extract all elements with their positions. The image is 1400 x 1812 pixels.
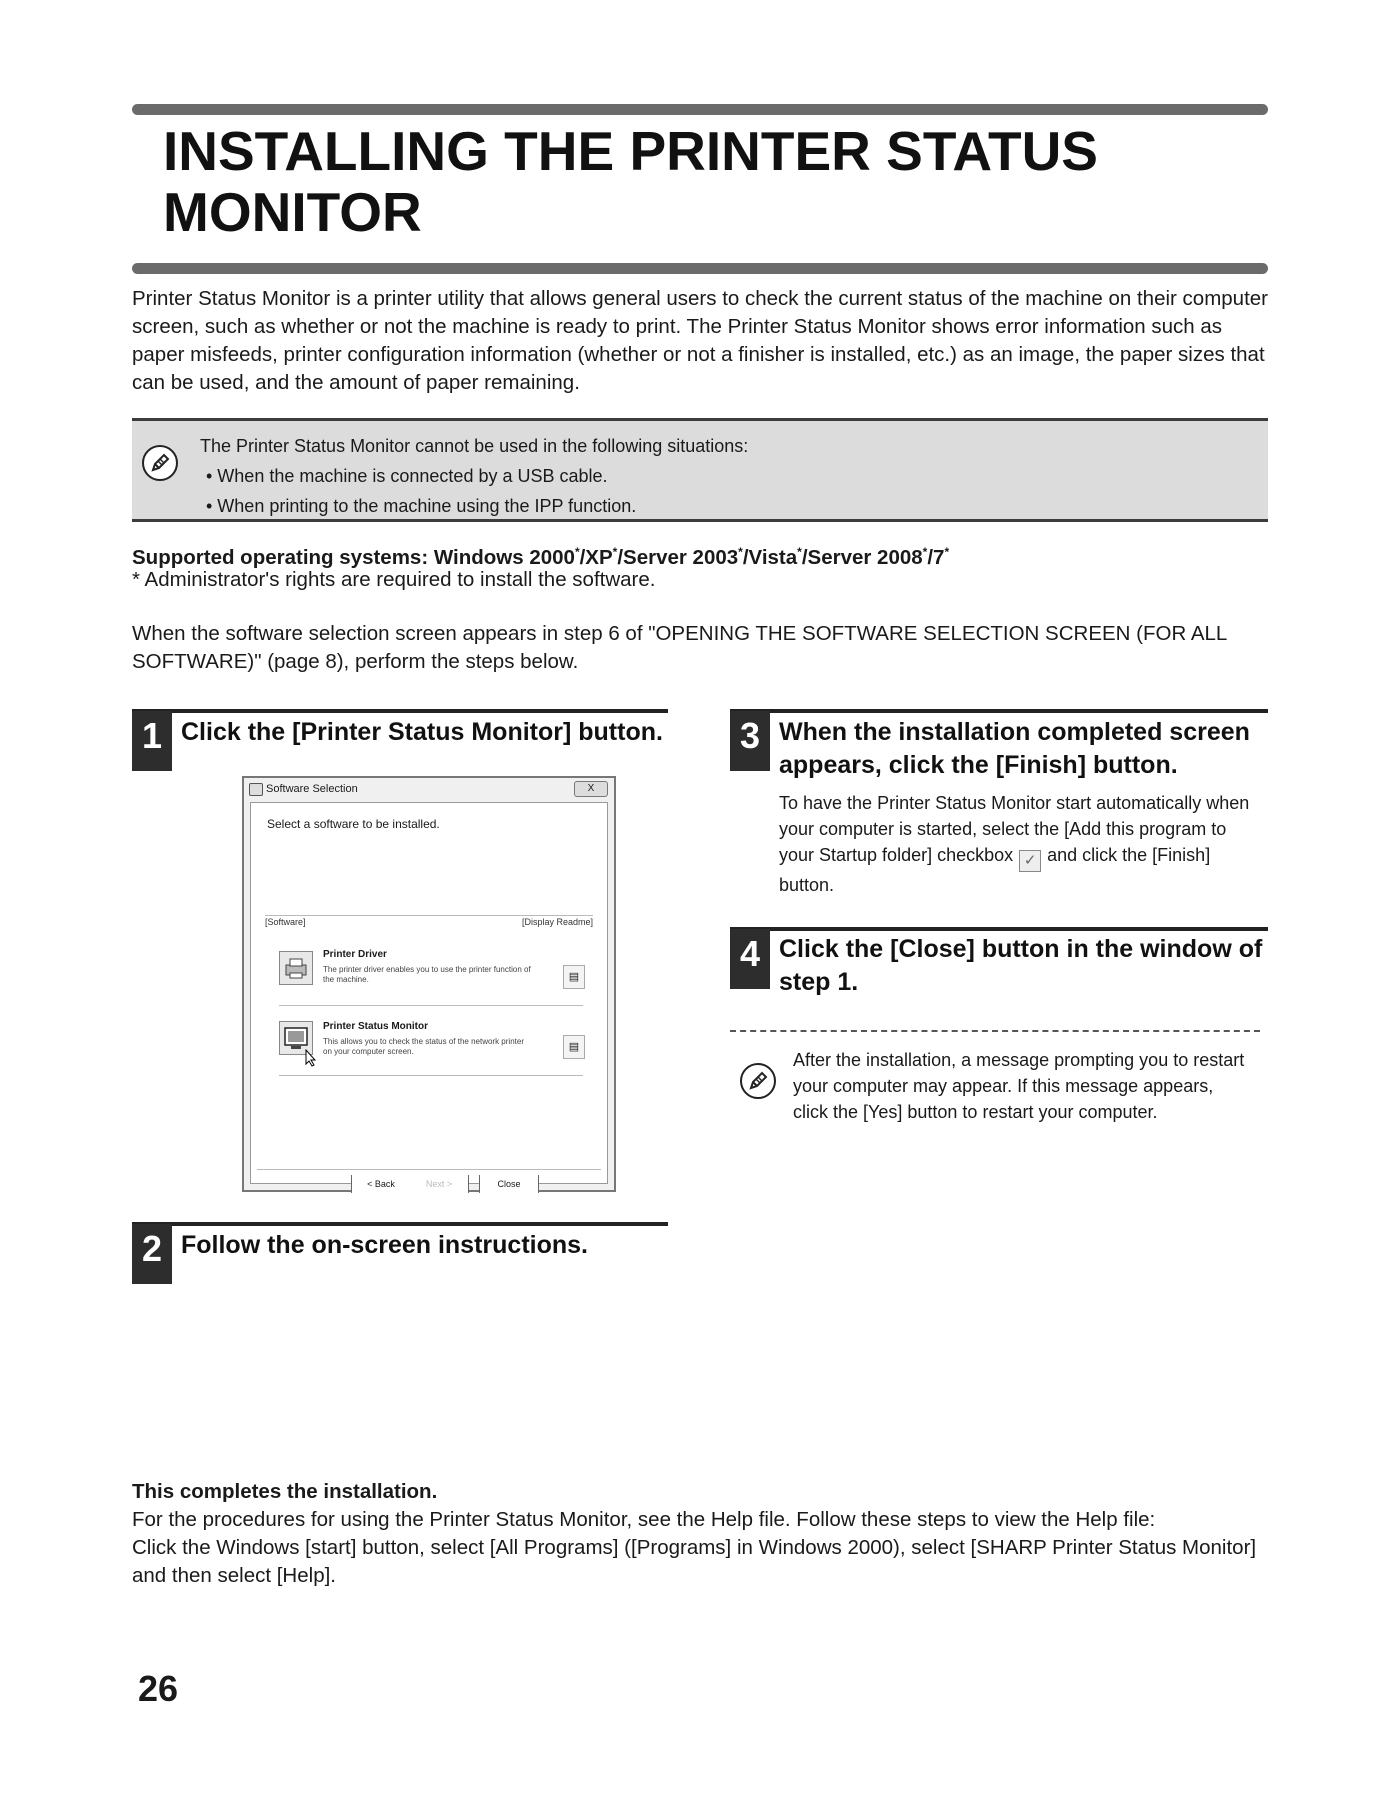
dialog-close-btn[interactable]: Close <box>479 1175 539 1193</box>
step-1-title: Click the [Printer Status Monitor] button. <box>181 718 663 746</box>
dialog-footer-divider <box>257 1169 601 1170</box>
dialog-app-icon <box>249 783 263 796</box>
title-bottom-rule <box>132 263 1268 274</box>
dashed-divider <box>730 1030 1260 1032</box>
os-xp: /XP <box>579 545 613 569</box>
step-3-body <box>779 790 1259 898</box>
note-item: • When printing to the machine using the IPP function. <box>206 496 637 516</box>
dialog-item-divider <box>279 1075 583 1076</box>
help-instructions <box>132 1506 1272 1590</box>
page-title: INSTALLING THE PRINTER STATUS MONITOR <box>163 120 1098 243</box>
help-line: For the procedures for using the Printer Status Monitor, see the Help file. Follow these steps to view the Help file: <box>132 1508 1156 1531</box>
printer-driver-readme-icon[interactable]: ▤ <box>563 965 585 989</box>
mouse-cursor-icon <box>305 1049 317 1072</box>
dialog-close-button[interactable]: X <box>574 781 608 797</box>
dialog-heading: Select a software to be installed. <box>267 817 440 831</box>
dialog-back-button[interactable]: < Back <box>351 1175 411 1193</box>
checkbox-checked-icon: ✓ <box>1019 850 1041 872</box>
note-item: • When the machine is connected by a USB cable. <box>206 466 608 486</box>
step-3-body-text-end: and click the [Finish] button. <box>779 845 1211 895</box>
dialog-item-divider <box>279 1005 583 1006</box>
note-text <box>200 431 748 521</box>
pencil-note-icon <box>142 445 178 481</box>
step-4-title: Click the [Close] button in the window of step 1. <box>779 935 1263 996</box>
step-1-rule <box>132 709 668 713</box>
printer-driver-title[interactable]: Printer Driver <box>323 949 387 960</box>
note-box <box>132 418 1268 522</box>
step-3-rule <box>730 709 1268 713</box>
footnote-mark: * <box>944 545 950 559</box>
printer-status-monitor-desc: This allows you to check the status of the network printer on your computer screen. <box>323 1037 524 1056</box>
admin-footnote: * Administrator's rights are required to install the software. <box>132 568 656 591</box>
pencil-note-icon <box>740 1063 776 1099</box>
title-top-rule <box>132 104 1268 115</box>
step-3-number: 3 <box>730 711 770 771</box>
footnote-mark: * <box>574 545 580 559</box>
note-heading: The Printer Status Monitor cannot be used in the following situations: <box>200 436 749 456</box>
intro-paragraph: Printer Status Monitor is a printer utility that allows general users to check the current status of the machine on their computer screen, such as whether or not the machine is ready to print. The Printer Status Monitor shows error information such as paper misfeeds, printer configuration information (whether or not a finisher is installed, etc.) as an image, the paper sizes that can be used, and the amount of paper remaining. <box>132 287 1269 394</box>
step-4-number: 4 <box>730 929 770 989</box>
os-vista: /Vista <box>742 545 798 569</box>
printer-status-monitor-readme-icon[interactable]: ▤ <box>563 1035 585 1059</box>
step-2-title: Follow the on-screen instructions. <box>181 1231 588 1259</box>
supported-os-label: Supported operating systems: Windows 2000 <box>132 545 575 569</box>
completion-heading: This completes the installation. <box>132 1480 438 1503</box>
restart-note: After the installation, a message prompting you to restart your computer may appear. If this message appears, click the [Yes] button to restart your computer. <box>793 1050 1245 1122</box>
help-line: Click the Windows [start] button, select [All Programs] ([Programs] in Windows 2000), select [SHARP Printer Status Monitor] and then select [Help]. <box>132 1536 1257 1587</box>
footnote-mark: * <box>738 545 743 559</box>
footnote-mark: * <box>922 545 928 559</box>
footnote-mark: * <box>797 545 802 559</box>
step-4-rule <box>730 927 1268 931</box>
os-server-2008: /Server 2008 <box>801 545 923 569</box>
step-1-number: 1 <box>132 711 172 771</box>
step-2-number: 2 <box>132 1224 172 1284</box>
step-3-title: When the installation completed screen appears, click the [Finish] button. <box>779 718 1250 779</box>
dialog-divider <box>265 915 593 916</box>
printer-driver-icon[interactable] <box>279 951 313 985</box>
step-2-rule <box>132 1222 668 1226</box>
step-3-body-text: To have the Printer Status Monitor start automatically when your computer is started, select the [Add this program to your Startup folder] checkbox <box>779 793 1250 865</box>
printer-status-monitor-title[interactable]: Printer Status Monitor <box>323 1021 429 1032</box>
dialog-title: Software Selection <box>266 783 358 795</box>
footnote-mark: * <box>612 545 618 559</box>
os-server-2003: /Server 2003 <box>617 545 739 569</box>
dialog-next-button[interactable]: Next > <box>410 1175 469 1193</box>
when-paragraph: When the software selection screen appears in step 6 of "OPENING THE SOFTWARE SELECTION SCREEN (FOR ALL SOFTWARE)" (page 8), perform the steps below. <box>132 622 1227 673</box>
dialog-titlebar <box>244 778 614 800</box>
software-column-label: [Software] <box>265 917 306 927</box>
dialog-body <box>250 802 608 1189</box>
readme-column-label: [Display Readme] <box>521 917 593 927</box>
software-selection-dialog <box>242 776 616 1192</box>
printer-driver-desc: The printer driver enables you to use the printer function of the machine. <box>323 965 531 984</box>
page-number: 26 <box>138 1668 179 1709</box>
os-7: /7 <box>927 545 945 569</box>
